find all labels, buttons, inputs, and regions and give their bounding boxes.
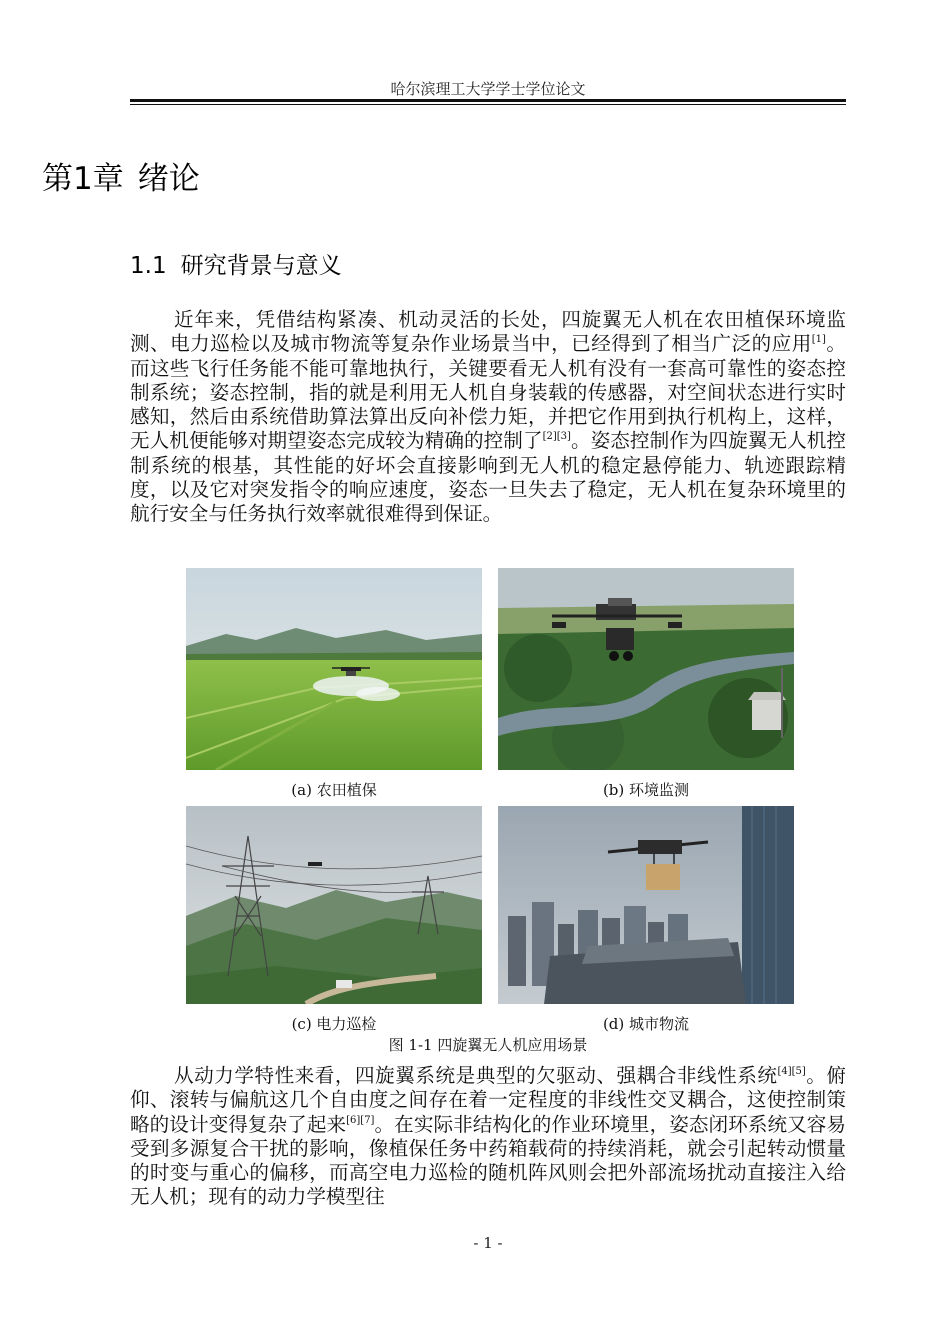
header-rule-thin: [130, 104, 846, 105]
body-paragraph-2: 从动力学特性来看，四旋翼系统是典型的欠驱动、强耦合非线性系统[4][5]。俯仰、滚转与偏航这几个自由度之间存在着一定程度的非线性交叉耦合，这使控制策略的设计变得复杂了起来[6][7]。在实际非结构化的作业环境里，姿态闭环系统又容易受到多源复合干扰的影响，像植保任务中药箱载荷的持续消耗，就会引起转动惯量的时变与重心的偏移，而高空电力巡检的随机阵风则会把外部流场扰动直接注入给无人机；现有的动力学模型往: [130, 1064, 847, 1209]
figure-panel-c-power-inspection-photo: [186, 806, 482, 1004]
figure-panel-b-environment-photo: [498, 568, 794, 770]
panel-c-label: (c) 电力巡检: [291, 1015, 377, 1033]
panel-b-label: (b) 环境监测: [602, 781, 690, 799]
citation: [1]: [811, 334, 826, 346]
panel-a-label: (a) 农田植保: [291, 781, 377, 799]
section-title: 研究背景与意义: [180, 253, 342, 279]
section-heading: [130, 247, 342, 280]
panel-d-label: (d) 城市物流: [602, 1015, 690, 1033]
chapter-number: 第1章: [42, 161, 124, 197]
figure-caption: 图 1-1 四旋翼无人机应用场景: [388, 1036, 588, 1054]
citation: [4][5]: [777, 1066, 806, 1077]
figure-panel-d-urban-logistics-photo: [498, 806, 794, 1004]
body-paragraph-1: 近年来，凭借结构紧凑、机动灵活的长处，四旋翼无人机在农田植保环境监测、电力巡检以及城市物流等复杂作业场景当中，已经得到了相当广泛的应用[1]。而这些飞行任务能不能可靠地执行，关键要看无人机有没有一套高可靠性的姿态控制系统；姿态控制，指的就是利用无人机自身装载的传感器，对空间状态进行实时感知，然后由系统借助算法算出反向补偿力矩，并把它作用到执行机构上，这样，无人机便能够对期望姿态完成较为精确的控制了[2][3]。姿态控制作为四旋翼无人机控制系统的根基，其性能的好坏会直接影响到无人机的稳定悬停能力、轨迹跟踪精度，以及它对突发指令的响应速度，姿态一旦失去了稳定，无人机在复杂环境里的航行安全与任务执行效率就很难得到保证。: [130, 308, 847, 526]
header-rule-thick: [130, 99, 846, 102]
running-header: 哈尔滨理工大学学士学位论文: [390, 80, 586, 98]
citation: [2][3]: [542, 431, 571, 443]
section-number: 1.1: [130, 253, 167, 279]
figure-panel-a-farmland-photo: [186, 568, 482, 770]
chapter-title: 绪论: [137, 161, 200, 197]
chapter-heading: [42, 153, 200, 198]
citation: [6][7]: [346, 1114, 375, 1126]
page-number: - 1 -: [473, 1234, 503, 1252]
